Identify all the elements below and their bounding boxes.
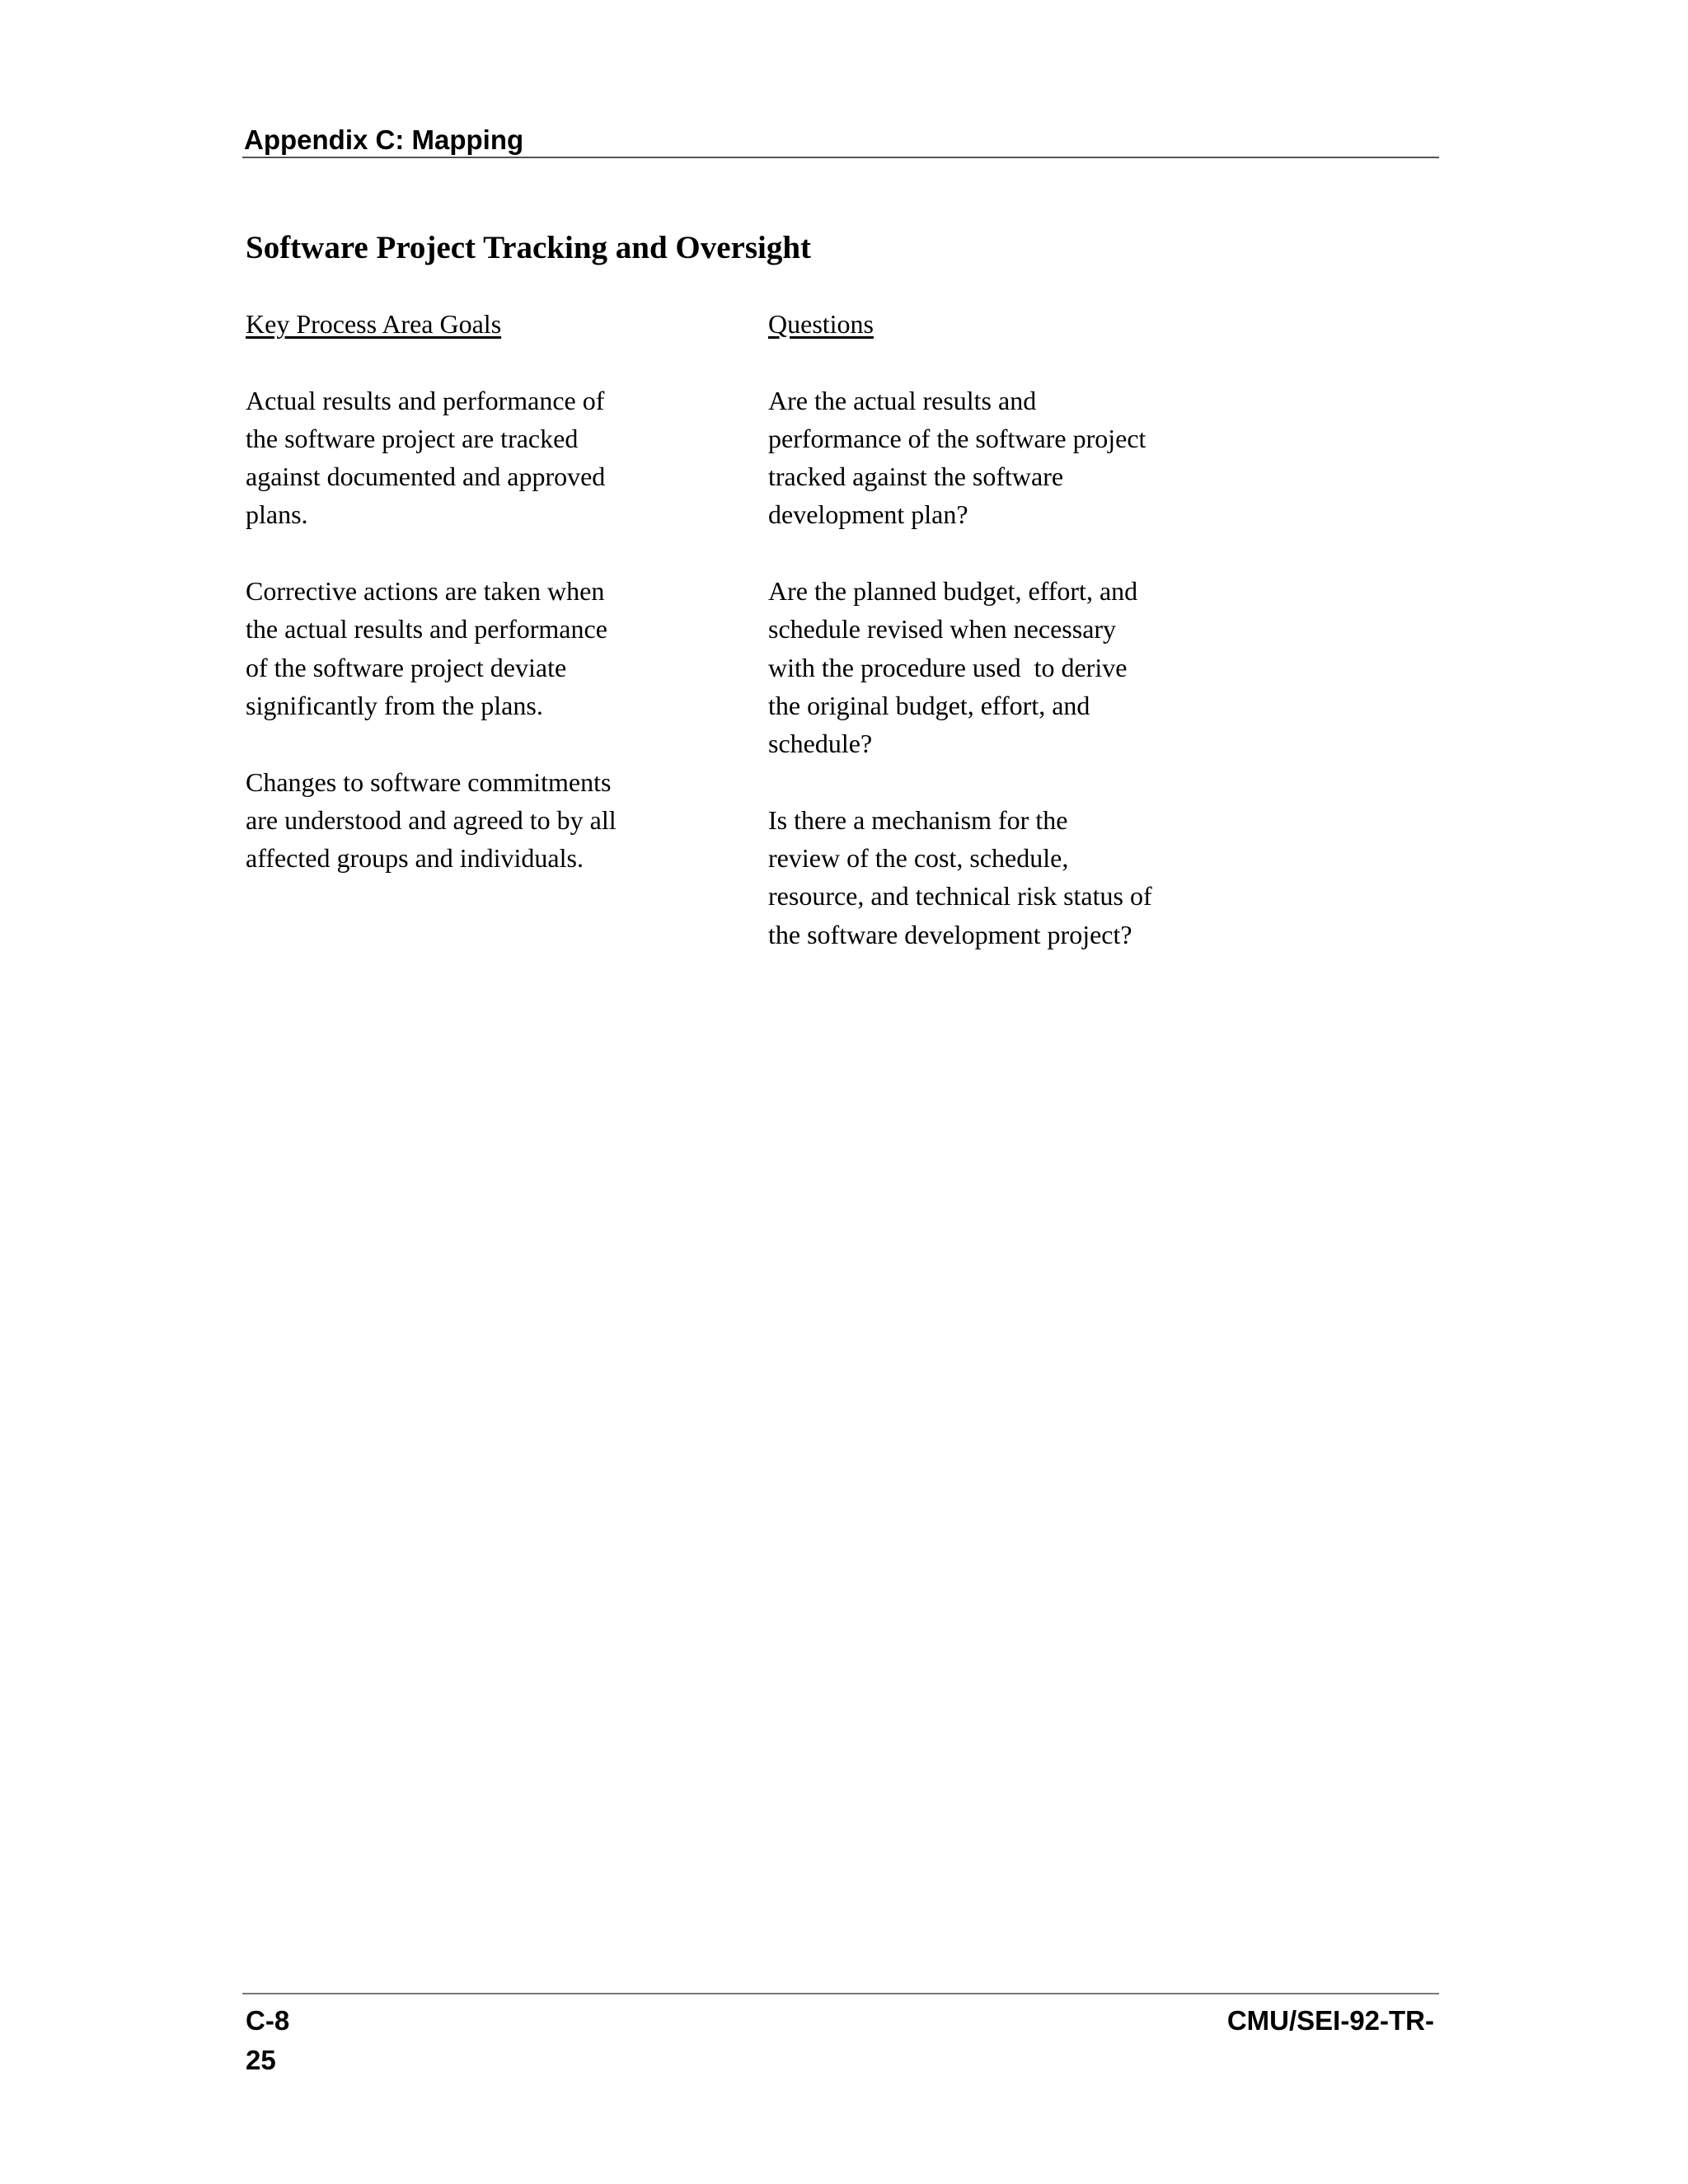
goal-paragraph: [246, 763, 674, 878]
section-title: Software Project Tracking and Oversight: [246, 230, 812, 265]
text-line: against documented and approved: [246, 462, 606, 492]
text-line: Corrective actions are taken when: [246, 576, 605, 607]
page-number-line: C-8: [246, 2005, 290, 2036]
page-number: [246, 2001, 289, 2080]
footer-rule: [242, 1993, 1439, 1994]
text-line: Is there a mechanism for the: [768, 804, 1068, 835]
text-line: the original budget, effort, and: [768, 690, 1090, 720]
page-header: Appendix C: Mapping: [244, 124, 524, 155]
text-line: are understood and agreed to by all: [246, 804, 617, 835]
text-line: performance of the software project: [768, 423, 1146, 453]
goal-paragraph: [246, 382, 674, 534]
goals-heading: Key Process Area Goals: [246, 309, 502, 339]
text-line: tracked against the software: [768, 462, 1064, 492]
text-line: Are the actual results and: [768, 385, 1037, 415]
text-line: Actual results and performance of: [246, 385, 605, 415]
text-line: development plan?: [768, 499, 968, 530]
questions-column: [768, 305, 1197, 991]
header-rule: [242, 157, 1439, 158]
question-paragraph: [768, 572, 1197, 762]
text-line: the software development project?: [768, 919, 1132, 949]
document-id: CMU/SEI-92-TR-: [1226, 2005, 1434, 2036]
text-line: the software project are tracked: [246, 423, 579, 453]
text-line: of the software project deviate: [246, 652, 567, 682]
text-line: schedule revised when necessary: [768, 614, 1117, 644]
page-number-line: 25: [246, 2045, 276, 2075]
goals-column: [246, 305, 674, 916]
text-line: resource, and technical risk status of: [768, 881, 1152, 912]
goal-paragraph: [246, 572, 674, 724]
text-line: the actual results and performance: [246, 614, 607, 644]
text-line: plans.: [246, 499, 308, 530]
question-paragraph: [768, 382, 1197, 534]
text-line: Are the planned budget, effort, and: [768, 576, 1138, 607]
question-paragraph: [768, 801, 1197, 954]
text-line: Changes to software commitments: [246, 766, 612, 797]
questions-heading: Questions: [768, 309, 874, 339]
text-line: schedule?: [768, 729, 873, 759]
text-line: affected groups and individuals.: [246, 843, 584, 874]
text-line: significantly from the plans.: [246, 690, 543, 720]
text-line: with the procedure used to derive: [768, 652, 1128, 682]
text-line: review of the cost, schedule,: [768, 843, 1069, 874]
